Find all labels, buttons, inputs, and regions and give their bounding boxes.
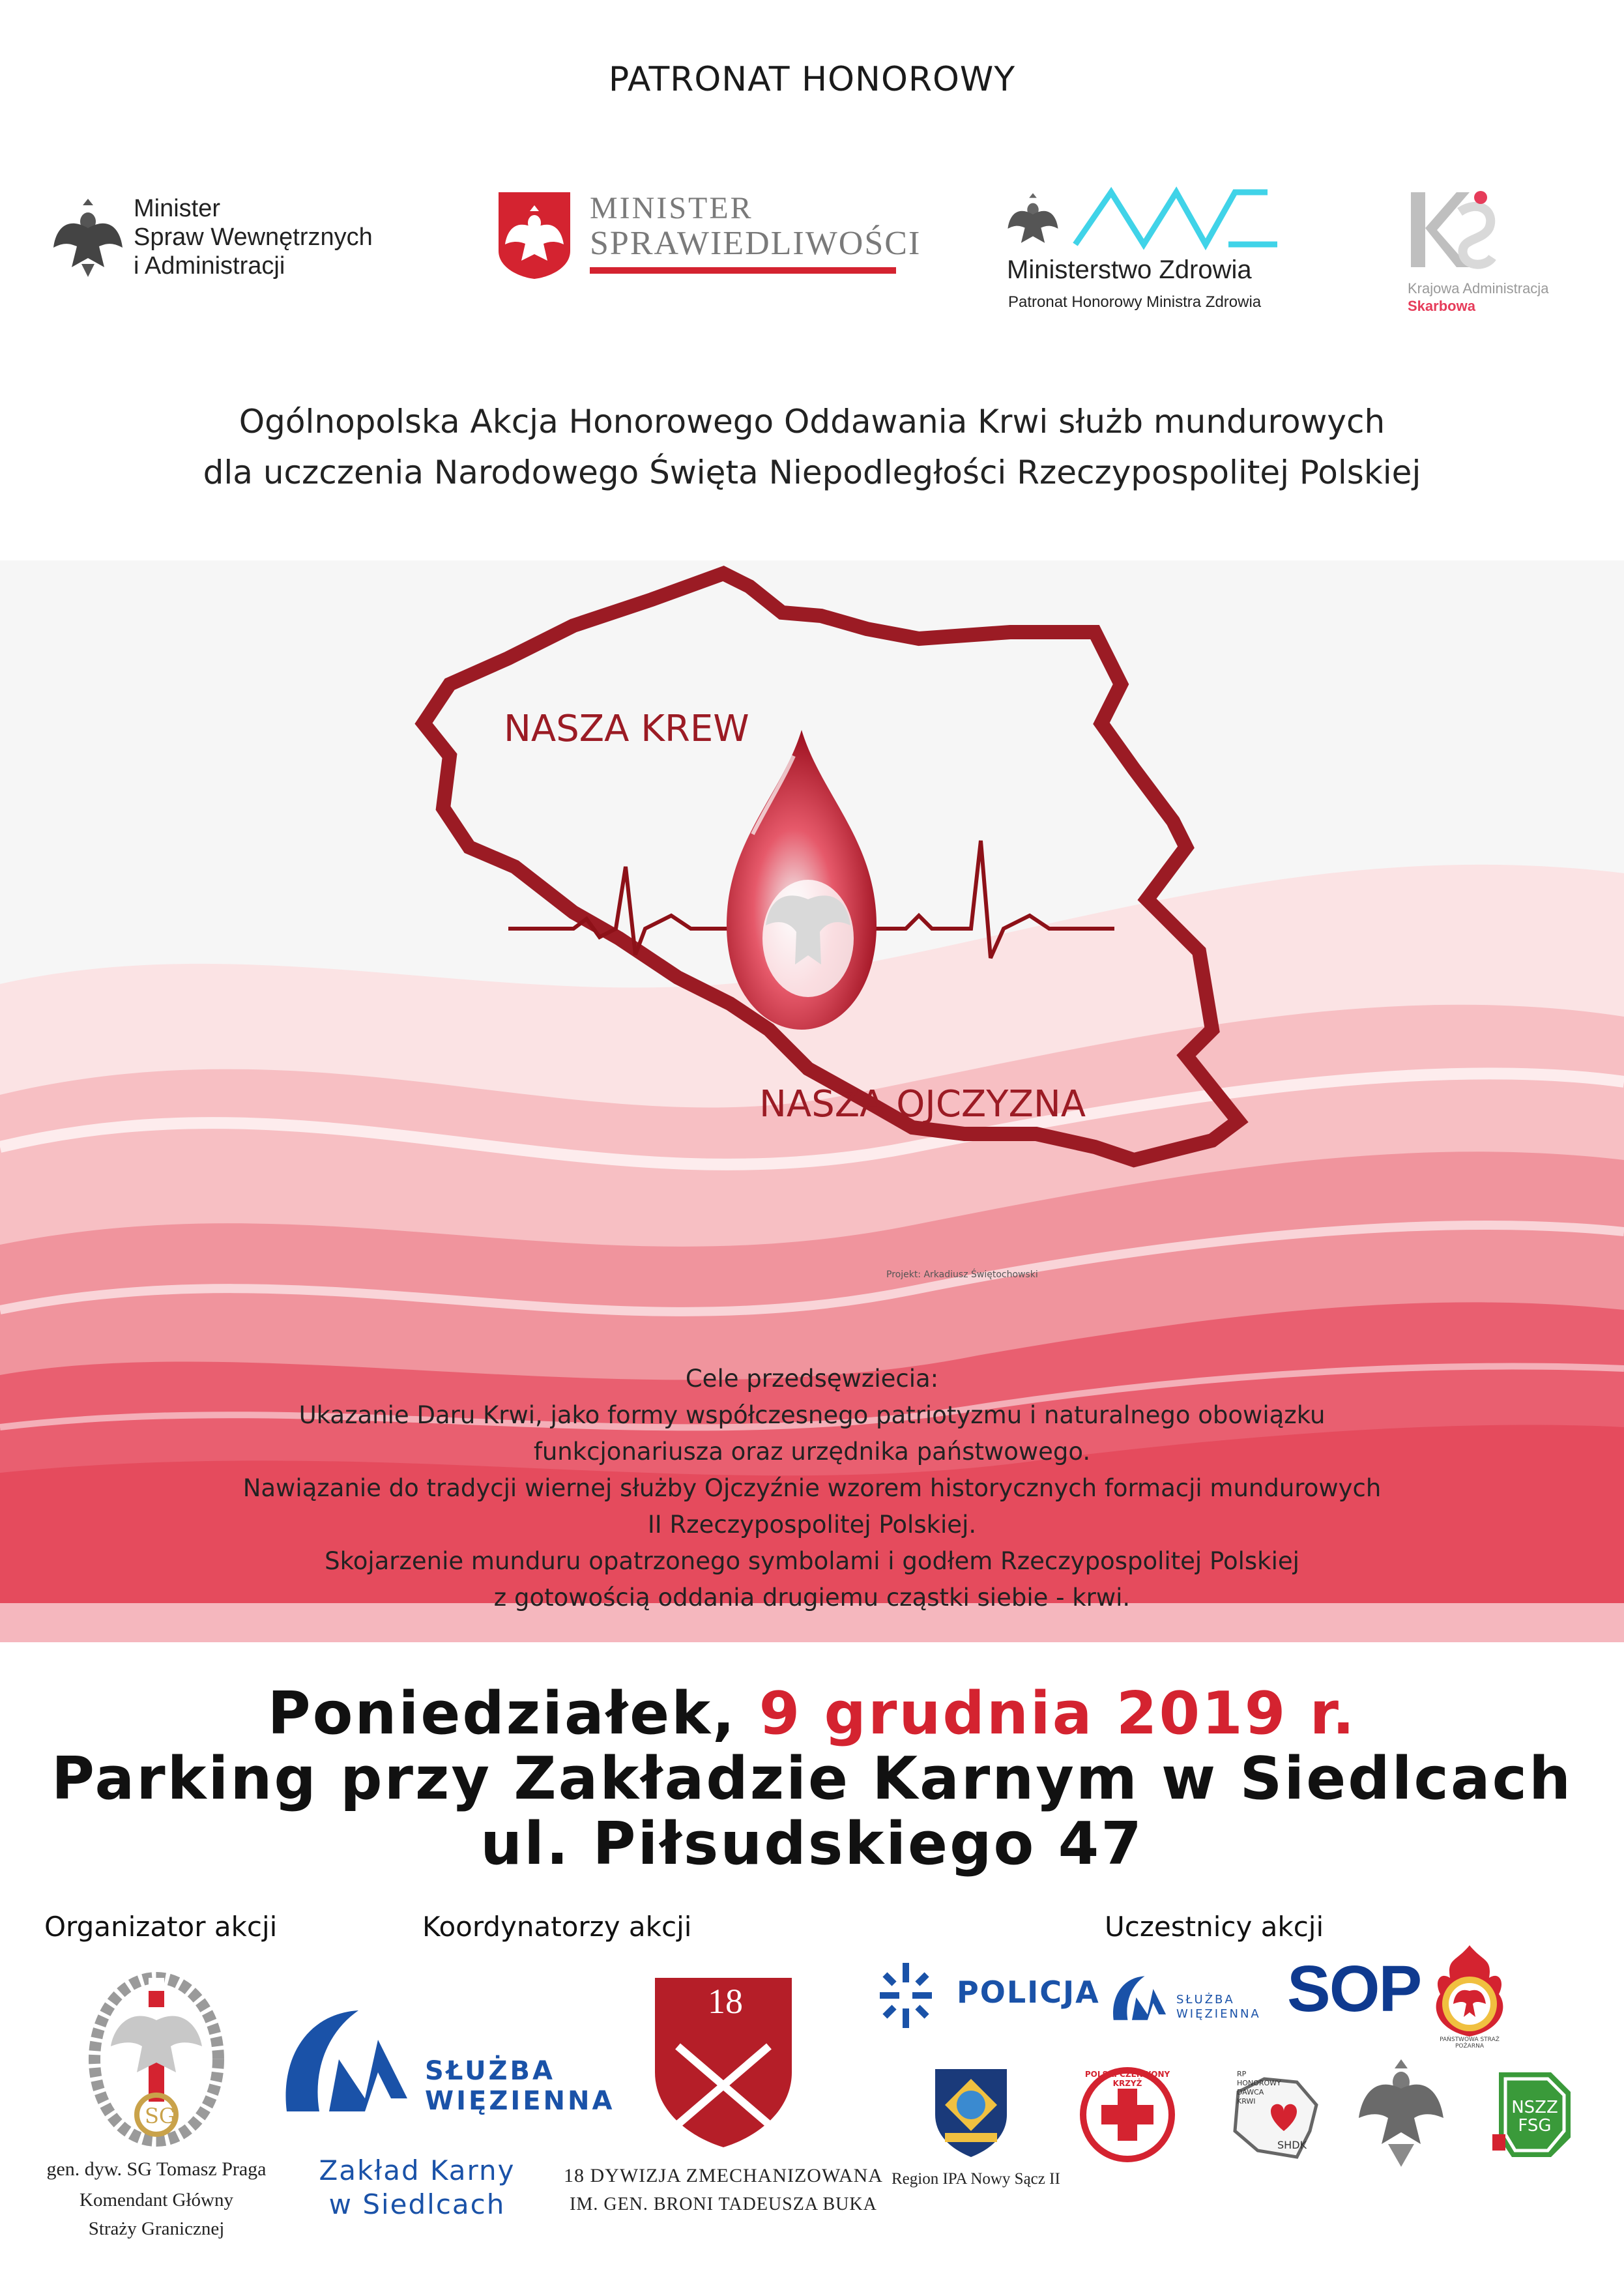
zk-line1: Zakład Karny xyxy=(319,2154,515,2186)
kas-mark-icon xyxy=(1408,186,1499,277)
eagle-icon xyxy=(1007,189,1059,254)
coordinators-label: Koordynatorzy akcji xyxy=(422,1911,692,1943)
hdk-line2: HONOROWY xyxy=(1237,2079,1281,2087)
kas-logo xyxy=(1408,186,1603,323)
sw-line1: SŁUŻBA xyxy=(425,2056,555,2086)
event-date-line xyxy=(0,1681,1624,1746)
nszz-line1: NSZZ xyxy=(1511,2098,1558,2117)
event-address: ul. Piłsudskiego 47 xyxy=(480,1810,1144,1878)
military-eagle-icon xyxy=(1356,2053,1447,2170)
policja-text: POLICJA xyxy=(957,1975,1100,2010)
sw-small-text xyxy=(1176,1993,1261,2022)
goals-line: Nawiązanie do tradycji wiernej służby Ojczyźnie wzorem historycznych formacji mundurowych xyxy=(242,1474,1382,1502)
mswia-logo xyxy=(52,189,417,293)
action-subtitle xyxy=(0,396,1624,498)
subtitle-line1: Ogólnopolska Akcja Honorowego Oddawania Krwi służb mundurowych xyxy=(239,403,1385,441)
mz-note: Patronat Honorowy Ministra Zdrowia xyxy=(1008,293,1262,311)
event-info xyxy=(0,1681,1624,1877)
organizer-role-line2: Straży Granicznej xyxy=(88,2218,225,2239)
kas-line1: Krajowa Administracja xyxy=(1408,280,1549,297)
goals-heading: Cele przedsęwziecia: xyxy=(685,1365,939,1393)
sw-line2: WIĘZIENNA xyxy=(425,2086,615,2116)
eagle-shield-icon xyxy=(495,189,573,280)
mswia-line1: Minister xyxy=(134,195,221,222)
sw-small-line2: WIĘZIENNA xyxy=(1176,2007,1261,2021)
hdk-line1: RP xyxy=(1237,2070,1247,2078)
ipa-emblem-icon xyxy=(929,2063,1013,2160)
pck-text: POLSKI CZERWONY KRZYŻ xyxy=(1084,2070,1170,2088)
dywizja-line2: IM. GEN. BRONI TADEUSZA BUKA xyxy=(570,2194,877,2214)
graphic-text-top: NASZA KREW xyxy=(504,708,749,750)
nszz-line2: FSG xyxy=(1518,2116,1552,2136)
event-day: Poniedziałek, xyxy=(267,1679,759,1748)
zk-line2: w Siedlcach xyxy=(328,2188,506,2220)
graphic-text-bottom: NASZA OJCZYZNA xyxy=(759,1083,1086,1125)
dywizja-line1: 18 DYWIZJA ZMECHANIZOWANA xyxy=(564,2165,883,2186)
policja-star-icon xyxy=(880,1963,932,2028)
organizer-person: gen. dyw. SG Tomasz Praga xyxy=(46,2158,267,2180)
mswia-line3: i Administracji xyxy=(134,252,285,280)
goals-line: funkcjonariusza oraz urzędnika państwowego. xyxy=(533,1438,1091,1466)
subtitle-line2: dla uczczenia Narodowego Święta Niepodległości Rzeczypospolitej Polskiej xyxy=(203,454,1421,491)
psp-emblem-icon xyxy=(1427,1942,1512,2040)
participants-label: Uczestnicy akcji xyxy=(1105,1911,1324,1943)
mz-logo xyxy=(1007,182,1294,319)
hdk-line3: DAWCA xyxy=(1237,2088,1264,2096)
organizer-label: Organizator akcji xyxy=(44,1911,278,1943)
event-place: Parking przy Zakładzie Karnym w Siedlcach xyxy=(51,1745,1573,1813)
ms-logo xyxy=(495,189,921,293)
svg-text:SG: SG xyxy=(145,2104,176,2128)
goals-line: Skojarzenie munduru opatrzonego symbolami i godłem Rzeczypospolitej Polskiej xyxy=(325,1547,1299,1575)
organizer-role-line1: Komendant Główny xyxy=(80,2190,233,2210)
sluzba-wiezienna-icon xyxy=(274,2001,424,2118)
zk-name xyxy=(300,2154,534,2222)
goals-line: II Rzeczypospolitej Polskiej. xyxy=(647,1511,977,1539)
psp-text: PAŃSTWOWA STRAŻ POŻARNA xyxy=(1440,2036,1500,2050)
sop-logo: SOP xyxy=(1287,1952,1421,2025)
goals-line: Ukazanie Daru Krwi, jako formy współczesnego patriotyzmu i naturalnego obowiązku xyxy=(298,1401,1326,1429)
patronat-title: PATRONAT HONOROWY xyxy=(608,60,1016,99)
straz-graniczna-emblem-icon xyxy=(85,1962,228,2151)
sluzba-wiezienna-small-icon xyxy=(1108,1971,1173,2023)
hdk-text xyxy=(1237,2070,1281,2106)
hdk-line4: KRWI xyxy=(1237,2097,1256,2106)
mz-name: Ministerstwo Zdrowia xyxy=(1007,255,1252,284)
hdk-shdk: SHDK xyxy=(1277,2139,1307,2151)
ms-line2: SPRAWIEDLIWOŚCI xyxy=(590,225,921,262)
ipa-text: Region IPA Nowy Sącz II xyxy=(892,2170,1060,2188)
goals-line: z gotowością oddania drugiemu cząstki siebie - krwi. xyxy=(493,1584,1131,1612)
mz-wave-icon xyxy=(1072,186,1281,251)
dywizja-number: 18 xyxy=(708,1982,743,2021)
sw-small-line1: SŁUŻBA xyxy=(1176,1993,1235,2007)
kas-line2: Skarbowa xyxy=(1408,298,1475,314)
eagle-icon xyxy=(52,196,124,280)
ms-line1: MINISTER xyxy=(590,191,753,225)
graphic-credit: Projekt: Arkadiusz Świętochowski xyxy=(886,1269,1038,1280)
event-date: 9 grudnia 2019 r. xyxy=(759,1679,1357,1748)
mswia-line2: Spraw Wewnętrznych xyxy=(134,224,373,251)
nszz-text xyxy=(1499,2098,1571,2135)
ms-underline xyxy=(590,267,896,274)
sw-logo-text xyxy=(425,2056,615,2116)
goals-block xyxy=(196,1361,1428,1616)
